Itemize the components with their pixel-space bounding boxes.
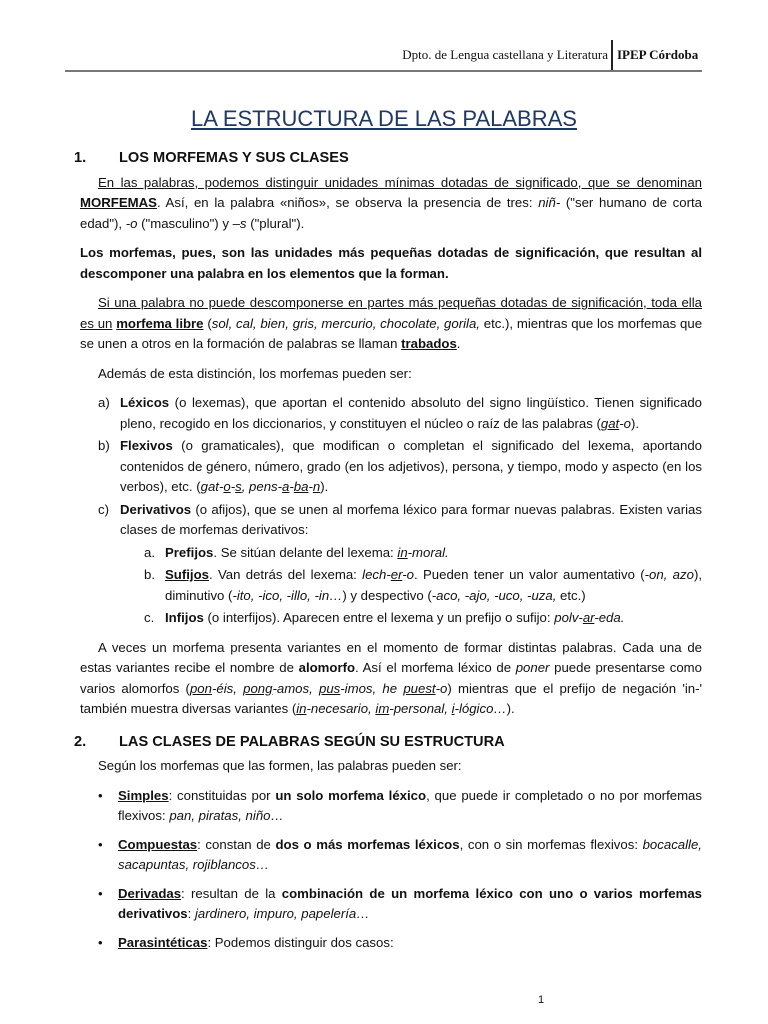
paragraph-distincion: Además de esta distinción, los morfemas pueden ser: xyxy=(98,365,412,381)
page-number: 1 xyxy=(538,994,545,1006)
bullet-compuestas: • Compuestas: constan de dos o más morfemas léxicos, con o sin morfemas flexivos: bocacalle, sacapuntas, rojiblancos… xyxy=(98,836,702,872)
paragraph-alomorfos: A veces un morfema presenta variantes en el momento de formar distintas palabras. Cada una de estas variantes recibe el nombre de alomorfo. Así el morfema léxico de poner puede presentarse como varios alomorfos (pon-éis, pong-amos, pus-imos, he puest-o) mientras que el prefijo de negación 'in-' también muestra diversas variantes (in-necesario, im-personal, i-lógico…). xyxy=(80,639,703,716)
sublist-item-infijos: c. Infijos (o interfijos). Aparecen entre el lexema y un prefijo o sufijo: polv-ar-eda. xyxy=(144,610,625,625)
sublist-item-sufijos: b. Sufijos. Van detrás del lexema: lech-er-o. Pueden tener un valor aumentativo (-on, azo), diminutivo (-ito, -ico, -illo, -in…) y despectivo (-aco, -ajo, -uco, -uza, etc.) xyxy=(144,567,702,603)
paragraph-clases-intro: Según los morfemas que las formen, las palabras pueden ser: xyxy=(98,758,462,773)
section-2-heading: 2. LAS CLASES DE PALABRAS SEGÚN SU ESTRUCTURA xyxy=(74,733,505,750)
bullet-parasinteticas: • Parasintéticas: Podemos distinguir dos casos: xyxy=(98,934,394,950)
page-title: LA ESTRUCTURA DE LAS PALABRAS xyxy=(191,106,577,131)
page-header xyxy=(65,40,702,72)
section-1-heading: 1. LOS MORFEMAS Y SUS CLASES xyxy=(74,150,349,166)
list-item-derivativos: c) Derivativos (o afijos), que se unen al morfema léxico para formar nuevas palabras. Existen varias clases de morfemas derivativos: xyxy=(98,501,702,537)
paragraph-morfemas-def: En las palabras, podemos distinguir unidades mínimas dotadas de significado, que se denominan MORFEMAS. Así, en la palabra «niños», se observa la presencia de tres: niñ- ("ser humano de corta edad"), -o ("masculino") y –s ("plural"). xyxy=(80,174,702,231)
document-body xyxy=(74,148,703,961)
list-item-flexivos: b) Flexivos (o gramaticales), que modifican o completan el significado del lexema, aportando contenidos de género, número, grado (en los adjetivos), persona, y tiempo, modo y aspecto (en los verbos), etc. (gat-o-s, pens-a-ba-n). xyxy=(98,438,702,494)
header-divider xyxy=(611,40,613,70)
bullet-simples: • Simples: constituidas por un solo morfema léxico, que puede ir completado o no por morfemas flexivos: pan, piratas, niño… xyxy=(98,787,702,823)
header-rule xyxy=(65,70,702,72)
header-department: Dpto. de Lengua castellana y Literatura xyxy=(402,47,608,62)
sublist-item-prefijos: a. Prefijos. Se sitúan delante del lexema: in-moral. xyxy=(144,544,449,560)
list-item-lexicos: a) Léxicos (o lexemas), que aportan el contenido absoluto del signo lingüístico. Tienen significado pleno, recogido en los diccionarios, y constituyen el núcleo o raíz de las palabras (gat-o). xyxy=(98,395,702,431)
header-institution: IPEP Córdoba xyxy=(617,47,699,62)
paragraph-morfema-libre: Si una palabra no puede descomponerse en partes más pequeñas dotadas de significación, toda ella es un morfema libre (sol, cal, bien, gris, mercurio, chocolate, gorila, etc.), mientras que los morfemas que se unen a otros en la formación de palabras se llaman trabados. xyxy=(80,295,703,351)
morpheme-types-list xyxy=(80,393,702,629)
bullet-derivadas: • Derivadas: resultan de la combinación de un morfema léxico con uno o varios morfemas derivativos: jardinero, impuro, papelería… xyxy=(98,885,702,921)
paragraph-morfemas-summary: Los morfemas, pues, son las unidades más pequeñas dotadas de significación, que resultan al descomponer una palabra en los elementos que la forman. xyxy=(80,245,702,281)
